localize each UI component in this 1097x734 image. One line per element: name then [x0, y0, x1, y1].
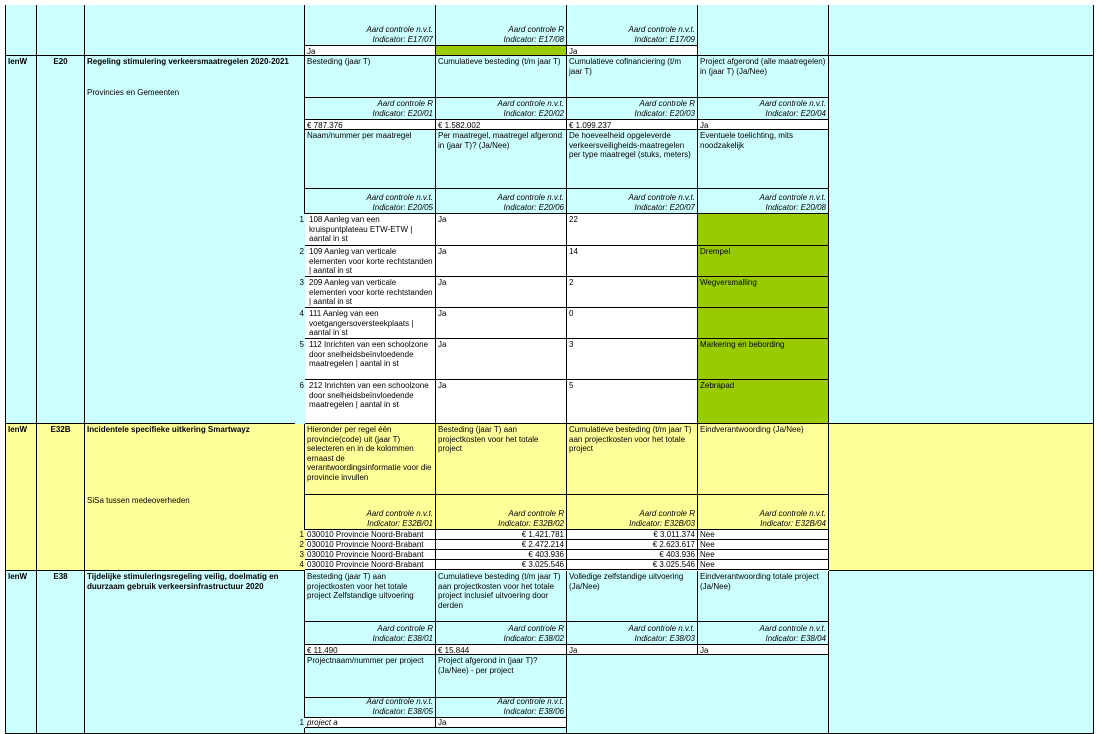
e17-control-cell[interactable]	[567, 5, 698, 46]
aard-controle-label: Aard controle n.v.t.	[628, 193, 695, 202]
indicator-label: Indicator: E20/02	[503, 108, 564, 118]
e20-note-cell[interactable]: Zebrapad	[698, 380, 829, 424]
e32b-header-cell: Cumulatieve besteding (t/m jaar T) aan projectkosten voor het totale project	[567, 424, 698, 495]
empty-right-cell	[829, 5, 1094, 56]
row-number: 6	[295, 380, 305, 424]
e20-control2-cell[interactable]	[567, 189, 698, 214]
empty-right-cell	[829, 571, 1094, 734]
regulation-code-cell	[37, 5, 85, 56]
e20-header2-cell: Naam/nummer per maatregel	[305, 130, 436, 189]
e20-qty-cell[interactable]: 14	[567, 246, 698, 277]
e20-note-cell[interactable]: Markering en bebording	[698, 339, 829, 380]
e20-header-cell: Besteding (jaar T)	[305, 56, 436, 98]
indicator-label: Indicator: E20/06	[503, 202, 564, 212]
e17-value-cell[interactable]: Ja	[567, 46, 698, 56]
indicator-label: Indicator: E32B/02	[498, 518, 564, 528]
e32b-cum-cell[interactable]: € 3.025.546	[567, 560, 698, 570]
aard-controle-label: Aard controle n.v.t.	[628, 25, 695, 34]
e20-note-cell[interactable]	[698, 308, 829, 339]
empty-cell	[698, 5, 829, 56]
ministry-cell: IenW	[5, 56, 37, 424]
indicator-label: Indicator: E20/07	[634, 202, 695, 212]
aard-controle-label: Aard controle R	[508, 509, 564, 518]
indicator-label: Indicator: E17/09	[634, 34, 695, 44]
regulation-code-cell: E32B	[37, 424, 85, 571]
indicator-label: Indicator: E20/01	[372, 108, 433, 118]
e20-qty-cell[interactable]: 3	[567, 339, 698, 380]
e32b-prov-cell[interactable]: 030010 Provincie Noord-Brabant	[305, 540, 436, 550]
e20-measure-name-cell[interactable]	[305, 246, 436, 277]
indicator-label: Indicator: E32B/03	[629, 518, 695, 528]
e38-value-cell[interactable]: Ja	[567, 645, 698, 655]
e20-done-cell[interactable]: Ja	[436, 380, 567, 424]
row-number: 1	[295, 718, 305, 728]
indicator-label: Indicator: E38/01	[372, 633, 433, 643]
e38-value-cell[interactable]: Ja	[698, 645, 829, 655]
indicator-label: Indicator: E38/03	[634, 633, 695, 643]
aard-controle-label: Aard controle R	[508, 624, 564, 633]
aard-controle-label: Aard controle n.v.t.	[497, 193, 564, 202]
regulation-title: Regeling stimulering verkeersmaatregelen 2020-2021	[87, 57, 289, 66]
e38-header-cell: Cumulatieve besteding (t/m jaar T) aan projectkosten voor het totale project inclusief uitvoering door derden	[436, 571, 567, 622]
e32b-eind-cell[interactable]: Nee	[698, 560, 829, 570]
indicator-label: Indicator: E17/07	[372, 34, 433, 44]
e20-header-cell: Cumulatieve besteding (t/m jaar T)	[436, 56, 567, 98]
regulation-title-cell	[85, 56, 305, 424]
e20-done-cell[interactable]: Ja	[436, 214, 567, 246]
regulation-code-cell: E38	[37, 571, 85, 734]
ministry-cell: IenW	[5, 424, 37, 571]
e20-header-cell: Cumulatieve cofinanciering (t/m jaar T)	[567, 56, 698, 98]
e20-header2-cell: Eventuele toelichting, mits noodzakelijk	[698, 130, 829, 189]
aard-controle-label: Aard controle R	[639, 509, 695, 518]
e17-value-cell[interactable]	[436, 46, 567, 56]
aard-controle-label: Aard controle n.v.t.	[497, 698, 564, 706]
e20-qty-cell[interactable]: 5	[567, 380, 698, 424]
e20-control-cell[interactable]	[305, 98, 436, 120]
regulation-title-cell	[85, 424, 305, 571]
e20-done-cell[interactable]: Ja	[436, 339, 567, 380]
e32b-cum-cell[interactable]: € 403.936	[567, 550, 698, 560]
e32b-cum-cell[interactable]: € 2.623.617	[567, 540, 698, 550]
e20-done-cell[interactable]: Ja	[436, 308, 567, 339]
e38-header2-cell: Project afgerond in (jaar T)? (Ja/Nee) - per project	[436, 655, 567, 698]
indicator-label: Indicator: E20/08	[765, 202, 826, 212]
regulation-code-cell: E20	[37, 56, 85, 424]
e32b-header-cell: Hieronder per regel één provincie(code) uit (jaar T) selecteren en in de kolommen ernaast de verantwoordingsinformatie voor die provincie invullen	[305, 424, 436, 495]
e38-value-cell[interactable]: € 11.490	[305, 645, 436, 655]
indicator-label: Indicator: E20/05	[372, 202, 433, 212]
e32b-prov-cell[interactable]: 030010 Provincie Noord-Brabant	[305, 550, 436, 560]
e32b-prov-cell[interactable]: 030010 Provincie Noord-Brabant	[305, 560, 436, 570]
e20-header2-cell: De hoeveelheid opgeleverde verkeersveiligheids-maatregelen per type maatregel (stuks, meters)	[567, 130, 698, 189]
e17-control-cell[interactable]	[305, 5, 436, 46]
aard-controle-label: Aard controle n.v.t.	[366, 509, 433, 518]
measure-name: 111 Aanleg van een voetgangersoversteekplaats | aantal in st	[309, 309, 414, 337]
e38-header-cell: Eindverantwoording totale project (Ja/Nee)	[698, 571, 829, 622]
measure-name: 209 Aanleg van verticale elementen voor korte rechtstanden | aantal in st	[309, 278, 433, 306]
e17-control-cell[interactable]	[436, 5, 567, 46]
indicator-label: Indicator: E32B/01	[367, 518, 433, 528]
ministry-cell	[5, 5, 37, 56]
empty-right-cell	[829, 424, 1094, 571]
e38-header-cell: Besteding (jaar T) aan projectkosten voor het totale project Zelfstandige uitvoering	[305, 571, 436, 622]
regulation-title: Tijdelijke stimuleringsregeling veilig, doelmatig en duurzaam gebruik verkeersinfrastructuur 2020	[87, 572, 279, 591]
regulation-title-cell	[85, 571, 305, 734]
e20-qty-cell[interactable]: 22	[567, 214, 698, 246]
row-number: 2	[295, 540, 305, 550]
e32b-best-cell[interactable]: € 403.936	[436, 550, 567, 560]
e38-control-cell[interactable]	[567, 622, 698, 645]
indicator-label: Indicator: E38/04	[765, 633, 826, 643]
aard-controle-label: Aard controle n.v.t.	[366, 698, 433, 706]
e32b-control-cell[interactable]	[567, 495, 698, 530]
row-number: 4	[295, 560, 305, 570]
e32b-cum-cell[interactable]: € 3.011.374	[567, 530, 698, 540]
ministry-cell: IenW	[5, 571, 37, 734]
e20-header2-cell: Per maatregel, maatregel afgerond in (jaar T)? (Ja/Nee)	[436, 130, 567, 189]
empty-cell	[567, 655, 829, 734]
e32b-control-cell[interactable]	[698, 495, 829, 530]
aard-controle-label: Aard controle R	[639, 99, 695, 108]
e20-done-cell[interactable]: Ja	[436, 246, 567, 277]
measure-name: 108 Aanleg van een kruispuntplateau ETW-ETW | aantal in st	[309, 215, 413, 243]
aard-controle-label: Aard controle n.v.t.	[366, 193, 433, 202]
e20-value-cell[interactable]: € 1.582.002	[436, 120, 567, 130]
e20-note-cell[interactable]: Drempel	[698, 246, 829, 277]
e38-project-done-cell[interactable]: Ja	[436, 718, 567, 728]
e20-measure-name-cell[interactable]	[305, 277, 436, 308]
e20-note-cell[interactable]: Wegversmalling	[698, 277, 829, 308]
e20-qty-cell[interactable]: 2	[567, 277, 698, 308]
e20-note-cell[interactable]	[698, 214, 829, 246]
e20-control2-cell[interactable]	[305, 189, 436, 214]
row-number: 1	[295, 530, 305, 540]
e38-control-cell[interactable]	[698, 622, 829, 645]
e32b-eind-cell[interactable]: Nee	[698, 530, 829, 540]
e20-control-cell[interactable]	[567, 98, 698, 120]
indicator-label: Indicator: E38/02	[503, 633, 564, 643]
measure-name: 212 Inrichten van een schoolzone door snelheidsbeïnvloedende maatregelen | aantal in st	[309, 381, 429, 409]
e20-control2-cell[interactable]	[698, 189, 829, 214]
e20-measure-name-cell[interactable]	[305, 214, 436, 246]
e32b-control-cell[interactable]	[436, 495, 567, 530]
e32b-header-cell: Besteding (jaar T) aan projectkosten voor het totale project	[436, 424, 567, 495]
aard-controle-label: Aard controle n.v.t.	[759, 624, 826, 633]
empty-right-cell	[829, 56, 1094, 424]
e20-measure-name-cell[interactable]	[305, 380, 436, 424]
e20-control2-cell[interactable]	[436, 189, 567, 214]
e20-qty-cell[interactable]: 0	[567, 308, 698, 339]
indicator-label: Indicator: E20/03	[634, 108, 695, 118]
e20-control-cell[interactable]	[698, 98, 829, 120]
row-number: 2	[295, 246, 305, 277]
aard-controle-label: Aard controle R	[377, 99, 433, 108]
e20-measure-name-cell[interactable]	[305, 308, 436, 339]
indicator-label: Indicator: E38/06	[503, 706, 564, 716]
row-number: 3	[295, 277, 305, 308]
regulation-subtitle: Provincies en Gemeenten	[87, 88, 180, 97]
row-number: 4	[295, 308, 305, 339]
e38-control-cell[interactable]	[305, 622, 436, 645]
e32b-header-cell: Eindverantwoording (Ja/Nee)	[698, 424, 829, 495]
e20-value-cell[interactable]: Ja	[698, 120, 829, 130]
indicator-label: Indicator: E32B/04	[760, 518, 826, 528]
e20-control-cell[interactable]	[436, 98, 567, 120]
e20-done-cell[interactable]: Ja	[436, 277, 567, 308]
e38-value-cell[interactable]: € 15.844	[436, 645, 567, 655]
e20-value-cell[interactable]: € 787.376	[305, 120, 436, 130]
e38-header-cell: Volledige zelfstandige uitvoering (Ja/Nee)	[567, 571, 698, 622]
e38-control2-cell[interactable]	[305, 698, 436, 718]
row-number: 5	[295, 339, 305, 380]
aard-controle-label: Aard controle R	[508, 25, 564, 34]
regulation-subtitle: SiSa tussen medeoverheden	[87, 496, 190, 505]
e20-value-cell[interactable]: € 1.099.237	[567, 120, 698, 130]
aard-controle-label: Aard controle n.v.t.	[759, 99, 826, 108]
aard-controle-label: Aard controle n.v.t.	[628, 624, 695, 633]
regulation-title: Incidentele specifieke uitkering Smartwayz	[87, 425, 250, 434]
measure-name: 112 Inrichten van een schoolzone door snelheidsbeïnvloedende maatregelen | aantal in st	[309, 340, 429, 368]
e32b-best-cell[interactable]: € 2.472.214	[436, 540, 567, 550]
regulation-title-cell	[85, 5, 305, 56]
indicator-label: Indicator: E38/05	[372, 706, 433, 716]
e38-header2-cell: Projectnaam/nummer per project	[305, 655, 436, 698]
indicator-label: Indicator: E17/08	[503, 34, 564, 44]
aard-controle-label: Aard controle R	[377, 624, 433, 633]
e20-header-cell: Project afgerond (alle maatregelen) in (jaar T) (Ja/Nee)	[698, 56, 829, 98]
e32b-eind-cell[interactable]: Nee	[698, 540, 829, 550]
aard-controle-label: Aard controle n.v.t.	[366, 25, 433, 34]
e38-control-cell[interactable]	[436, 622, 567, 645]
e32b-eind-cell[interactable]: Nee	[698, 550, 829, 560]
aard-controle-label: Aard controle n.v.t.	[759, 193, 826, 202]
row-number: 1	[295, 214, 305, 246]
e32b-prov-cell[interactable]: 030010 Provincie Noord-Brabant	[305, 530, 436, 540]
indicator-label: Indicator: E20/04	[765, 108, 826, 118]
e38-control2-cell[interactable]	[436, 698, 567, 718]
e38-project-name-cell[interactable]: project a	[305, 718, 436, 728]
e17-value-cell[interactable]: Ja	[305, 46, 436, 56]
e32b-control-cell[interactable]	[305, 495, 436, 530]
row-number: 3	[295, 550, 305, 560]
e32b-best-cell[interactable]: € 3.025.546	[436, 560, 567, 570]
aard-controle-label: Aard controle n.v.t.	[497, 99, 564, 108]
e32b-best-cell[interactable]: € 1.421.781	[436, 530, 567, 540]
e20-measure-name-cell[interactable]	[305, 339, 436, 380]
aard-controle-label: Aard controle n.v.t.	[759, 509, 826, 518]
measure-name: 109 Aanleg van verticale elementen voor korte rechtstanden | aantal in st	[309, 247, 433, 275]
empty-cell	[305, 728, 567, 734]
